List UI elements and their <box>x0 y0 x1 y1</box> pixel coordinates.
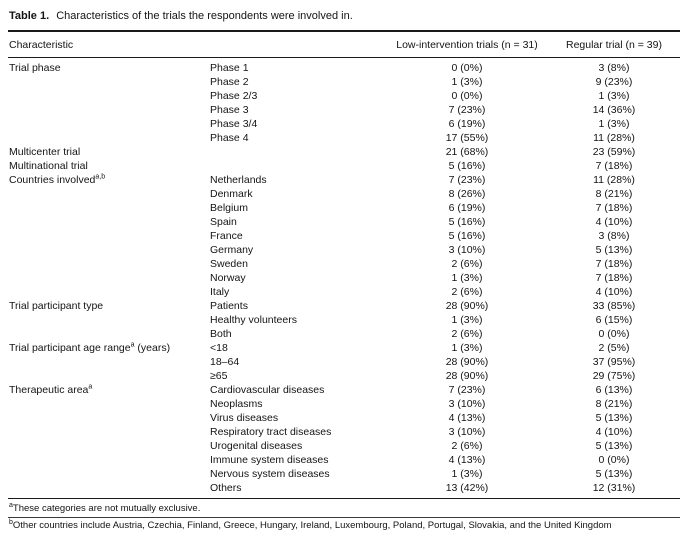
subcategory-cell: Neoplasms <box>210 398 263 410</box>
subcategory-cell: Patients <box>210 300 248 312</box>
characteristic-group-cell <box>8 173 208 187</box>
characteristic-group-cell <box>8 201 208 215</box>
characteristic-group-cell <box>8 257 208 271</box>
regular-trial-value-cell: 6 (13%) <box>595 384 633 396</box>
regular-trial-value-cell: 7 (18%) <box>595 272 633 284</box>
table-footnotes <box>8 499 680 534</box>
footnote-reference-marker: a,b <box>95 173 106 181</box>
table-row <box>8 75 680 89</box>
table-row <box>8 257 680 271</box>
characteristic-group-cell <box>8 145 208 159</box>
subcategory-cell <box>208 159 386 173</box>
subcategory-cell: Phase 2/3 <box>210 90 258 102</box>
characteristic-group-label: Multicenter trial <box>9 146 81 158</box>
table-row <box>8 439 680 453</box>
table-row <box>8 89 680 103</box>
characteristic-group-cell <box>8 397 208 411</box>
characteristic-group-cell <box>8 75 208 89</box>
footnote-a <box>8 501 680 517</box>
low-intervention-value-cell: 3 (10%) <box>448 426 486 438</box>
table-row <box>8 425 680 439</box>
regular-trial-value-cell: 5 (13%) <box>595 244 633 256</box>
low-intervention-value-cell: 17 (55%) <box>445 132 489 144</box>
low-intervention-value-cell: 6 (19%) <box>448 118 486 130</box>
low-intervention-value-cell: 28 (90%) <box>445 300 489 312</box>
low-intervention-value-cell: 0 (0%) <box>451 62 483 74</box>
table-row <box>8 201 680 215</box>
characteristic-group-cell <box>8 369 208 383</box>
low-intervention-value-cell: 5 (16%) <box>448 216 486 228</box>
low-intervention-value-cell: 4 (13%) <box>448 454 486 466</box>
footnote-b-text: Other countries include Austria, Czechia, Finland, Greece, Hungary, Ireland, Luxembourg, Poland, Portugal, Slovakia, and the United Kingdom <box>12 520 612 531</box>
regular-trial-value-cell: 12 (31%) <box>592 482 636 494</box>
regular-trial-value-cell: 5 (13%) <box>595 468 633 480</box>
low-intervention-value-cell: 2 (6%) <box>451 440 483 452</box>
subcategory-cell: Phase 4 <box>210 132 249 144</box>
subcategory-cell: Netherlands <box>210 174 267 186</box>
regular-trial-value-cell: 9 (23%) <box>595 76 633 88</box>
characteristic-group-label: Multinational trial <box>9 160 88 172</box>
regular-trial-value-cell: 11 (28%) <box>593 132 635 144</box>
characteristic-group-suffix: (years) <box>134 342 171 354</box>
characteristic-group-label: Therapeutic area <box>9 384 89 396</box>
regular-trial-value-cell: 2 (5%) <box>598 342 630 354</box>
table-row <box>8 243 680 257</box>
subcategory-cell: Phase 3/4 <box>210 118 258 130</box>
low-intervention-value-cell: 1 (3%) <box>451 76 483 88</box>
table-row <box>8 383 680 397</box>
regular-trial-value-cell: 11 (28%) <box>593 174 635 186</box>
low-intervention-value-cell: 3 (10%) <box>448 244 486 256</box>
low-intervention-value-cell: 28 (90%) <box>445 356 489 368</box>
table-caption <box>8 7 680 30</box>
regular-trial-value-cell: 1 (3%) <box>598 90 630 102</box>
regular-trial-value-cell: 37 (95%) <box>592 356 636 368</box>
subcategory-cell: Both <box>210 328 232 340</box>
table-row <box>8 285 680 299</box>
table-row <box>8 58 680 76</box>
regular-trial-value-cell: 4 (10%) <box>595 426 633 438</box>
subcategory-cell: Spain <box>210 216 237 228</box>
table-row <box>8 187 680 201</box>
low-intervention-value-cell: 8 (26%) <box>448 188 486 200</box>
subcategory-cell: Phase 1 <box>210 62 249 74</box>
low-intervention-value-cell: 1 (3%) <box>451 314 483 326</box>
characteristic-group-cell <box>8 215 208 229</box>
characteristic-group-cell <box>8 187 208 201</box>
table-row <box>8 117 680 131</box>
subcategory-cell: Denmark <box>210 188 253 200</box>
characteristic-group-cell <box>8 439 208 453</box>
low-intervention-value-cell: 7 (23%) <box>448 174 486 186</box>
low-intervention-value-cell: 5 (16%) <box>448 160 486 172</box>
subcategory-cell: Phase 3 <box>210 104 249 116</box>
low-intervention-value-cell: 2 (6%) <box>451 258 483 270</box>
subcategory-cell: Norway <box>210 272 246 284</box>
regular-trial-value-cell: 0 (0%) <box>598 454 630 466</box>
characteristic-group-cell <box>8 341 208 355</box>
subcategory-cell: Belgium <box>210 202 248 214</box>
table-row <box>8 369 680 383</box>
subcategory-cell: Phase 2 <box>210 76 249 88</box>
footnote-a-marker: a <box>9 501 13 509</box>
subcategory-cell: <18 <box>210 342 228 354</box>
characteristic-group-label: Trial participant age range <box>9 342 131 354</box>
regular-trial-value-cell: 14 (36%) <box>592 104 636 116</box>
regular-trial-value-cell: 3 (8%) <box>598 62 630 74</box>
characteristic-group-cell <box>8 313 208 327</box>
characteristic-group-cell <box>8 425 208 439</box>
characteristic-group-cell <box>8 89 208 103</box>
subcategory-cell: Cardiovascular diseases <box>210 384 325 396</box>
table-row <box>8 173 680 187</box>
table-row <box>8 397 680 411</box>
characteristic-group-cell <box>8 299 208 313</box>
regular-trial-value-cell: 7 (18%) <box>595 258 633 270</box>
regular-trial-value-cell: 3 (8%) <box>598 230 630 242</box>
low-intervention-value-cell: 6 (19%) <box>448 202 486 214</box>
table-row <box>8 327 680 341</box>
characteristic-group-cell <box>8 467 208 481</box>
characteristic-group-cell <box>8 271 208 285</box>
characteristic-group-cell <box>8 383 208 397</box>
regular-trial-value-cell: 1 (3%) <box>598 118 630 130</box>
subcategory-cell: Sweden <box>210 258 248 270</box>
regular-trial-value-cell: 8 (21%) <box>595 398 633 410</box>
table-row <box>8 145 680 159</box>
subcategory-cell: 18–64 <box>210 356 240 368</box>
table-row <box>8 103 680 117</box>
regular-trial-value-cell: 29 (75%) <box>592 370 636 382</box>
subcategory-cell: Germany <box>210 244 254 256</box>
characteristic-group-cell <box>8 131 208 145</box>
regular-trial-value-cell: 5 (13%) <box>595 412 633 424</box>
regular-trial-value-cell: 33 (85%) <box>592 300 636 312</box>
regular-trial-value-cell: 7 (18%) <box>595 202 633 214</box>
subcategory-cell: Respiratory tract diseases <box>210 426 332 438</box>
characteristic-group-label: Trial participant type <box>9 300 104 312</box>
table-header-row <box>8 31 680 58</box>
table-row <box>8 481 680 499</box>
table-row <box>8 467 680 481</box>
low-intervention-value-cell: 0 (0%) <box>451 90 483 102</box>
table-row <box>8 453 680 467</box>
low-intervention-value-cell: 1 (3%) <box>451 272 483 284</box>
table-row <box>8 313 680 327</box>
regular-trial-value-cell: 5 (13%) <box>595 440 633 452</box>
characteristic-group-label: Trial phase <box>9 62 61 74</box>
regular-trial-value-cell: 7 (18%) <box>595 160 633 172</box>
header-low-intervention-trials: Low-intervention trials (n = 31) <box>386 31 548 58</box>
subcategory-cell: France <box>210 230 243 242</box>
subcategory-cell: Others <box>210 482 242 494</box>
low-intervention-value-cell: 2 (6%) <box>451 286 483 298</box>
table-row <box>8 229 680 243</box>
table-number-label: Table 1. <box>9 10 50 22</box>
subcategory-cell: Immune system diseases <box>210 454 329 466</box>
footnote-reference-marker: a <box>88 383 93 391</box>
low-intervention-value-cell: 13 (42%) <box>445 482 489 494</box>
characteristic-group-cell <box>8 103 208 117</box>
low-intervention-value-cell: 4 (13%) <box>448 412 486 424</box>
characteristic-group-label: Countries involved <box>9 174 96 186</box>
low-intervention-value-cell: 28 (90%) <box>445 370 489 382</box>
trial-characteristics-table <box>8 30 680 499</box>
low-intervention-value-cell: 1 (3%) <box>451 342 483 354</box>
low-intervention-value-cell: 7 (23%) <box>448 104 486 116</box>
characteristic-group-cell <box>8 243 208 257</box>
table-row <box>8 341 680 355</box>
subcategory-cell: Healthy volunteers <box>210 314 297 326</box>
regular-trial-value-cell: 23 (59%) <box>592 146 636 158</box>
subcategory-cell: Virus diseases <box>210 412 279 424</box>
low-intervention-value-cell: 1 (3%) <box>451 468 483 480</box>
regular-trial-value-cell: 4 (10%) <box>595 286 633 298</box>
table-row <box>8 215 680 229</box>
footnote-reference-marker: a <box>130 341 135 349</box>
table-row <box>8 159 680 173</box>
regular-trial-value-cell: 8 (21%) <box>595 188 633 200</box>
subcategory-cell: Urogenital diseases <box>210 440 303 452</box>
characteristic-group-cell <box>8 453 208 467</box>
table-body <box>8 58 680 499</box>
characteristic-group-cell <box>8 481 208 499</box>
header-regular-trial: Regular trial (n = 39) <box>548 31 680 58</box>
characteristic-group-cell <box>8 58 208 76</box>
header-characteristic: Characteristic <box>8 31 386 58</box>
regular-trial-value-cell: 4 (10%) <box>595 216 633 228</box>
table-row <box>8 131 680 145</box>
regular-trial-value-cell: 6 (15%) <box>595 314 633 326</box>
characteristic-group-cell <box>8 285 208 299</box>
footnote-a-text: These categories are not mutually exclusive. <box>12 503 201 514</box>
subcategory-cell: ≥65 <box>210 370 228 382</box>
characteristic-group-cell <box>8 327 208 341</box>
subcategory-cell: Nervous system diseases <box>210 468 330 480</box>
table-row <box>8 355 680 369</box>
table-row <box>8 411 680 425</box>
footnote-b <box>8 517 680 534</box>
characteristic-group-cell <box>8 411 208 425</box>
characteristic-group-cell <box>8 159 208 173</box>
characteristic-group-cell <box>8 117 208 131</box>
characteristic-group-cell <box>8 229 208 243</box>
low-intervention-value-cell: 5 (16%) <box>448 230 486 242</box>
low-intervention-value-cell: 2 (6%) <box>451 328 483 340</box>
subcategory-cell <box>208 145 386 159</box>
footnote-b-marker: b <box>9 518 13 526</box>
subcategory-cell: Italy <box>210 286 230 298</box>
table-caption-text: Characteristics of the trials the respondents were involved in. <box>56 10 353 22</box>
table-row <box>8 271 680 285</box>
table-row <box>8 299 680 313</box>
low-intervention-value-cell: 21 (68%) <box>445 146 489 158</box>
regular-trial-value-cell: 0 (0%) <box>598 328 630 340</box>
low-intervention-value-cell: 7 (23%) <box>448 384 486 396</box>
characteristic-group-cell <box>8 355 208 369</box>
low-intervention-value-cell: 3 (10%) <box>448 398 486 410</box>
